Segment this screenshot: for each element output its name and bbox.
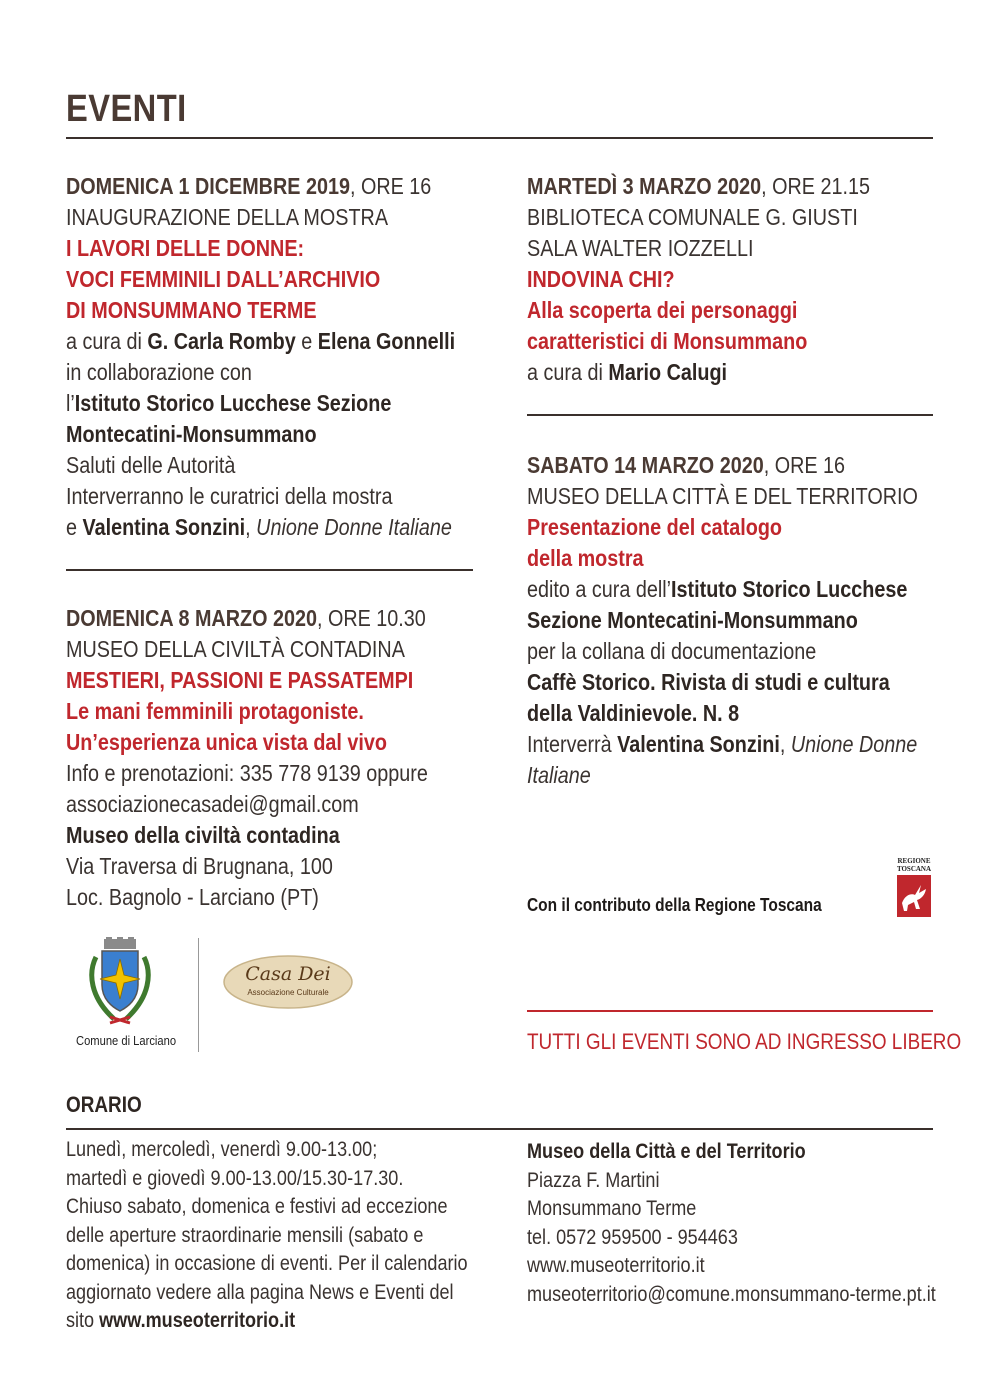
orario-line: aggiornato vedere alla pagina News e Eventi del bbox=[66, 1280, 454, 1304]
event-2-info: Info e prenotazioni: 335 778 9139 oppure bbox=[66, 760, 428, 786]
event-3-room: SALA WALTER IOZZELLI bbox=[527, 235, 754, 261]
event-3-datetime: MARTEDÌ 3 MARZO 2020, ORE 21.15 bbox=[527, 173, 870, 199]
event-1-title: I LAVORI DELLE DONNE: bbox=[66, 235, 305, 261]
event-4-series: per la collana di documentazione bbox=[527, 638, 817, 664]
event-1-institute: Montecatini-Monsummano bbox=[66, 421, 317, 447]
event-2-location: Loc. Bagnolo - Larciano (PT) bbox=[66, 884, 319, 910]
event-4-place: MUSEO DELLA CITTÀ E DEL TERRITORIO bbox=[527, 483, 918, 509]
event-2-title: MESTIERI, PASSIONI E PASSATEMPI bbox=[66, 667, 414, 693]
museum-website[interactable]: www.museoterritorio.it bbox=[527, 1254, 705, 1277]
event-1-greetings: Saluti delle Autorità bbox=[66, 452, 236, 478]
orario-text bbox=[66, 1136, 506, 1336]
event-1 bbox=[66, 171, 506, 543]
pegasus-icon bbox=[893, 873, 935, 919]
museum-email[interactable]: museoterritorio@comune.monsummano-terme.pt.it bbox=[527, 1282, 936, 1306]
event-4-title: della mostra bbox=[527, 545, 644, 571]
event-4-journal: Caffè Storico. Rivista di studi e cultura bbox=[527, 669, 890, 695]
event-divider bbox=[527, 414, 933, 416]
event-2-email[interactable]: associazionecasadei@gmail.com bbox=[66, 791, 359, 817]
title-divider bbox=[66, 137, 933, 139]
free-entry-divider bbox=[527, 1010, 933, 1012]
event-1-speakers: Interverranno le curatrici della mostra bbox=[66, 483, 393, 509]
event-2 bbox=[66, 603, 506, 913]
casa-dei-logo bbox=[222, 954, 354, 1010]
event-1-subtitle: INAUGURAZIONE DELLA MOSTRA bbox=[66, 204, 389, 230]
event-2-place: MUSEO DELLA CIVILTÀ CONTADINA bbox=[66, 636, 405, 662]
event-2-street: Via Traversa di Brugnana, 100 bbox=[66, 853, 333, 879]
event-1-institute: l’Istituto Storico Lucchese Sezione bbox=[66, 390, 392, 416]
event-1-title: VOCI FEMMINILI DALL’ARCHIVIO bbox=[66, 266, 381, 292]
comune-caption: Comune di Larciano bbox=[76, 1033, 177, 1048]
museum-city: Monsummano Terme bbox=[527, 1197, 697, 1220]
orario-line: Chiuso sabato, domenica e festivi ad eccezione bbox=[66, 1195, 448, 1218]
event-divider bbox=[66, 569, 473, 571]
event-4-title: Presentazione del catalogo bbox=[527, 514, 783, 540]
orario-heading: ORARIO bbox=[66, 1092, 142, 1117]
event-4-datetime: SABATO 14 MARZO 2020, ORE 16 bbox=[527, 452, 846, 478]
event-3 bbox=[527, 171, 947, 388]
event-2-museum: Museo della civiltà contadina bbox=[66, 822, 340, 848]
orario-line: martedì e giovedì 9.00-13.00/15.30-17.30. bbox=[66, 1166, 404, 1190]
event-1-speaker: e Valentina Sonzini, Unione Donne Italiane bbox=[66, 514, 452, 540]
event-4-speaker-org: Italiane bbox=[527, 762, 591, 788]
museum-name: Museo della Città e del Territorio bbox=[527, 1140, 806, 1163]
orario-divider bbox=[66, 1128, 933, 1130]
event-1-datetime: DOMENICA 1 DICEMBRE 2019, ORE 16 bbox=[66, 173, 432, 199]
event-4-edited: edito a cura dell’Istituto Storico Lucchese bbox=[527, 576, 908, 602]
event-2-datetime: DOMENICA 8 MARZO 2020, ORE 10.30 bbox=[66, 605, 426, 631]
event-4 bbox=[527, 450, 947, 791]
event-1-collab: in collaborazione con bbox=[66, 359, 252, 385]
free-entry-notice: TUTTI GLI EVENTI SONO AD INGRESSO LIBERO bbox=[527, 1029, 962, 1054]
regione-logo-text: REGIONE TOSCANA bbox=[896, 857, 932, 873]
event-2-subtitle: Le mani femminili protagoniste. bbox=[66, 698, 364, 724]
event-3-subtitle: Alla scoperta dei personaggi bbox=[527, 297, 798, 323]
casa-dei-sub: Associazione Culturale bbox=[247, 988, 329, 997]
orario-site-line: sito www.museoterritorio.it bbox=[66, 1309, 296, 1332]
orario-line: Lunedì, mercoledì, venerdì 9.00-13.00; bbox=[66, 1138, 378, 1161]
logo-separator bbox=[198, 938, 199, 1052]
page-title: EVENTI bbox=[66, 88, 187, 130]
event-3-place: BIBLIOTECA COMUNALE G. GIUSTI bbox=[527, 204, 858, 230]
event-1-curators: a cura di G. Carla Romby e Elena Gonnelli bbox=[66, 328, 456, 354]
event-4-speaker: Interverrà Valentina Sonzini, Unione Donne bbox=[527, 731, 918, 757]
event-3-subtitle: caratteristici di Monsummano bbox=[527, 328, 808, 354]
event-2-subtitle: Un’esperienza unica vista dal vivo bbox=[66, 729, 388, 755]
event-4-journal: della Valdinievole. N. 8 bbox=[527, 700, 740, 726]
event-4-institute: Sezione Montecatini-Monsummano bbox=[527, 607, 858, 633]
event-3-title: INDOVINA CHI? bbox=[527, 266, 675, 292]
museum-contact bbox=[527, 1138, 967, 1309]
museum-phone: tel. 0572 959500 - 954463 bbox=[527, 1225, 738, 1249]
casa-dei-name: Casa Dei bbox=[245, 963, 331, 985]
event-1-title: DI MONSUMMANO TERME bbox=[66, 297, 317, 323]
museum-address: Piazza F. Martini bbox=[527, 1168, 660, 1192]
orario-line: domenica) in occasione di eventi. Per il calendario bbox=[66, 1252, 468, 1275]
event-3-curator: a cura di Mario Calugi bbox=[527, 359, 728, 385]
contribution-text: Con il contributo della Regione Toscana bbox=[527, 895, 822, 915]
comune-crest-icon bbox=[80, 937, 160, 1027]
regione-toscana-logo bbox=[893, 857, 935, 921]
orario-line: delle aperture straordinarie mensili (sabato e bbox=[66, 1223, 424, 1247]
comune-crest bbox=[80, 937, 160, 1027]
orario-site-link[interactable]: www.museoterritorio.it bbox=[99, 1309, 296, 1332]
